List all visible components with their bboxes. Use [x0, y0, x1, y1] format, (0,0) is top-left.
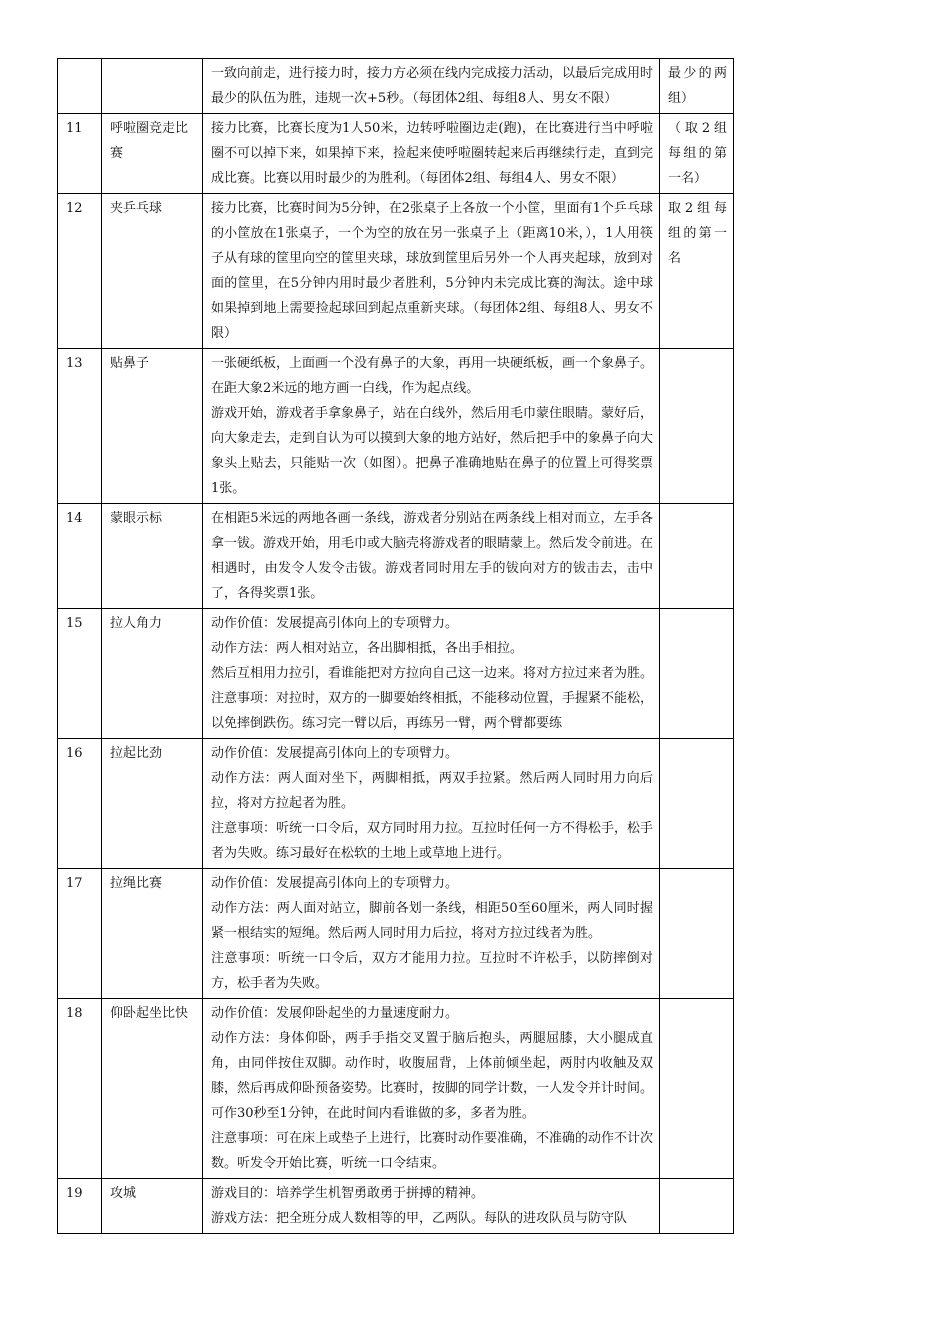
rule-paragraph: 动作方法：两人面对坐下，两脚相抵，两双手拉紧。然后两人同时用力向后拉，将对方拉起者为胜。 — [211, 771, 653, 811]
award-note — [660, 609, 734, 739]
table-row — [58, 999, 734, 1179]
game-name: 攻城 — [102, 1179, 203, 1234]
game-name: 拉绳比赛 — [102, 869, 203, 999]
award-note — [660, 739, 734, 869]
rule-paragraph: 接力比赛，比赛长度为1人50米，边转呼啦圈边走(跑)，在比赛进行当中呼啦圈不可以掉下来，如果掉下来，捡起来使呼啦圈转起来后再继续行走，直到完成比赛。比赛以用时最少的为胜利。（每团体2组、每组4人、男女不限） — [211, 121, 654, 186]
rule-paragraph: 动作价值：发展提高引体向上的专项臂力。 — [211, 876, 459, 891]
row-number: 17 — [58, 869, 102, 999]
award-note: （取2组每组的第一名） — [660, 114, 734, 194]
row-number: 15 — [58, 609, 102, 739]
games-table — [57, 58, 734, 1234]
rule-paragraph: 在相距5米远的两地各画一条线，游戏者分别站在两条线上相对而立，左手各拿一钹。游戏开始，用毛巾或大脑壳将游戏者的眼睛蒙上。然后发令前进。在相遇时，由发令人发令击钹。游戏者同时用左手的钹向对方的钹击去，击中了，各得奖票1张。 — [211, 511, 654, 601]
row-number: 11 — [58, 114, 102, 194]
table-row — [58, 504, 734, 609]
game-rules — [203, 869, 660, 999]
rule-paragraph: 动作方法：两人相对站立，各出脚相抵，各出手相拉。 — [211, 641, 524, 656]
table-row — [58, 609, 734, 739]
award-note — [660, 869, 734, 999]
award-note — [660, 504, 734, 609]
rule-paragraph: 动作方法：两人面对站立，脚前各划一条线，相距50至60厘米，两人同时握紧一根结实的短绳。然后两人同时用力后拉，将对方拉过线者为胜。 — [211, 901, 653, 941]
award-note — [660, 999, 734, 1179]
table-row — [58, 739, 734, 869]
game-name: 贴鼻子 — [102, 349, 203, 504]
rule-paragraph: 游戏方法：把全班分成人数相等的甲，乙两队。每队的进攻队员与防守队 — [211, 1211, 628, 1226]
game-rules — [203, 739, 660, 869]
row-number: 14 — [58, 504, 102, 609]
row-number: 18 — [58, 999, 102, 1179]
game-rules — [203, 1179, 660, 1234]
rule-paragraph: 动作价值：发展提高引体向上的专项臂力。 — [211, 746, 459, 761]
award-note — [660, 349, 734, 504]
row-number: 16 — [58, 739, 102, 869]
table-row — [58, 869, 734, 999]
rule-paragraph: 注意事项：对拉时，双方的一脚要始终相抵，不能移动位置，手握紧不能松，以免摔倒跌伤。练习完一臂以后，再练另一臂，两个臂都要练 — [211, 691, 654, 731]
rule-paragraph: 游戏开始，游戏者手拿象鼻子，站在白线外，然后用毛巾蒙住眼睛。蒙好后，向大象走去，走到自认为可以摸到大象的地方站好，然后把手中的象鼻子向大象头上贴去，只能贴一次（如图）。把鼻子准确地贴在鼻子的位置上可得奖票1张。 — [211, 406, 654, 496]
table-row — [58, 1179, 734, 1234]
game-rules — [203, 609, 660, 739]
game-name: 拉起比劲 — [102, 739, 203, 869]
row-number: 19 — [58, 1179, 102, 1234]
table-row — [58, 59, 734, 114]
rule-paragraph: 动作方法：身体仰卧，两手手指交叉置于脑后抱头，两腿屈膝，大小腿成直角，由同伴按住双脚。动作时，收腹屈背，上体前倾坐起，两肘内收触及双膝，然后再成仰卧预备姿势。比赛时，按脚的同学计数，一人发令并计时间。可作30秒至1分钟，在此时间内看谁做的多，多者为胜。 — [211, 1031, 654, 1121]
table-row — [58, 194, 734, 349]
game-rules — [203, 114, 660, 194]
table-row — [58, 114, 734, 194]
rule-paragraph: 动作价值：发展仰卧起坐的力量速度耐力。 — [211, 1006, 459, 1021]
game-rules — [203, 999, 660, 1179]
game-name — [102, 59, 203, 114]
rule-paragraph: 动作价值：发展提高引体向上的专项臂力。 — [211, 616, 459, 631]
rule-paragraph: 游戏目的：培养学生机智勇敢勇于拼搏的精神。 — [211, 1186, 485, 1201]
rule-paragraph: 注意事项：听统一口令后，双方同时用力拉。互拉时任何一方不得松手，松手者为失败。练习最好在松软的土地上或草地上进行。 — [211, 821, 654, 861]
table-row — [58, 349, 734, 504]
row-number: 13 — [58, 349, 102, 504]
game-name: 夹乒乓球 — [102, 194, 203, 349]
game-name: 拉人角力 — [102, 609, 203, 739]
game-name: 仰卧起坐比快 — [102, 999, 203, 1179]
game-name: 蒙眼示标 — [102, 504, 203, 609]
rule-paragraph: 一张硬纸板，上面画一个没有鼻子的大象，再用一块硬纸板，画一个象鼻子。在距大象2米远的地方画一白线，作为起点线。 — [211, 356, 654, 396]
award-note: 最少的两组） — [660, 59, 734, 114]
rule-paragraph: 然后互相用力拉引，看谁能把对方拉向自己这一边来。将对方拉过来者为胜。 — [211, 666, 654, 681]
game-rules — [203, 59, 660, 114]
game-name: 呼啦圈竞走比赛 — [102, 114, 203, 194]
rule-paragraph: 一致向前走，进行接力时，接力方必须在线内完成接力活动，以最后完成用时最少的队伍为胜，违规一次+5秒。（每团体2组、每组8人、男女不限） — [211, 66, 654, 106]
row-number: 12 — [58, 194, 102, 349]
row-number — [58, 59, 102, 114]
rule-paragraph: 注意事项：听统一口令后，双方才能用力拉。互拉时不许松手，以防摔倒对方，松手者为失败。 — [211, 951, 653, 991]
games-table-body — [58, 59, 734, 1234]
rule-paragraph: 接力比赛，比赛时间为5分钟，在2张桌子上各放一个小筐，里面有1个乒乓球的小筐放在1张桌子，一个为空的放在另一张桌子上（距离10米，），1人用筷子从有球的筐里向空的筐里夹球，球放到筐里后另外一个人再夹起球，放到对面的筐里，在5分钟内用时最少者胜利，5分钟内未完成比赛的淘汰。途中球如果掉到地上需要捡起球回到起点重新夹球。（每团体2组、每组8人、男女不限） — [211, 201, 654, 341]
rule-paragraph: 注意事项：可在床上或垫子上进行，比赛时动作要准确，不准确的动作不计次数。听发令开始比赛，听统一口令结束。 — [211, 1131, 654, 1171]
award-note: 取2组每组的第一名 — [660, 194, 734, 349]
award-note — [660, 1179, 734, 1234]
game-rules — [203, 504, 660, 609]
game-rules — [203, 194, 660, 349]
game-rules — [203, 349, 660, 504]
